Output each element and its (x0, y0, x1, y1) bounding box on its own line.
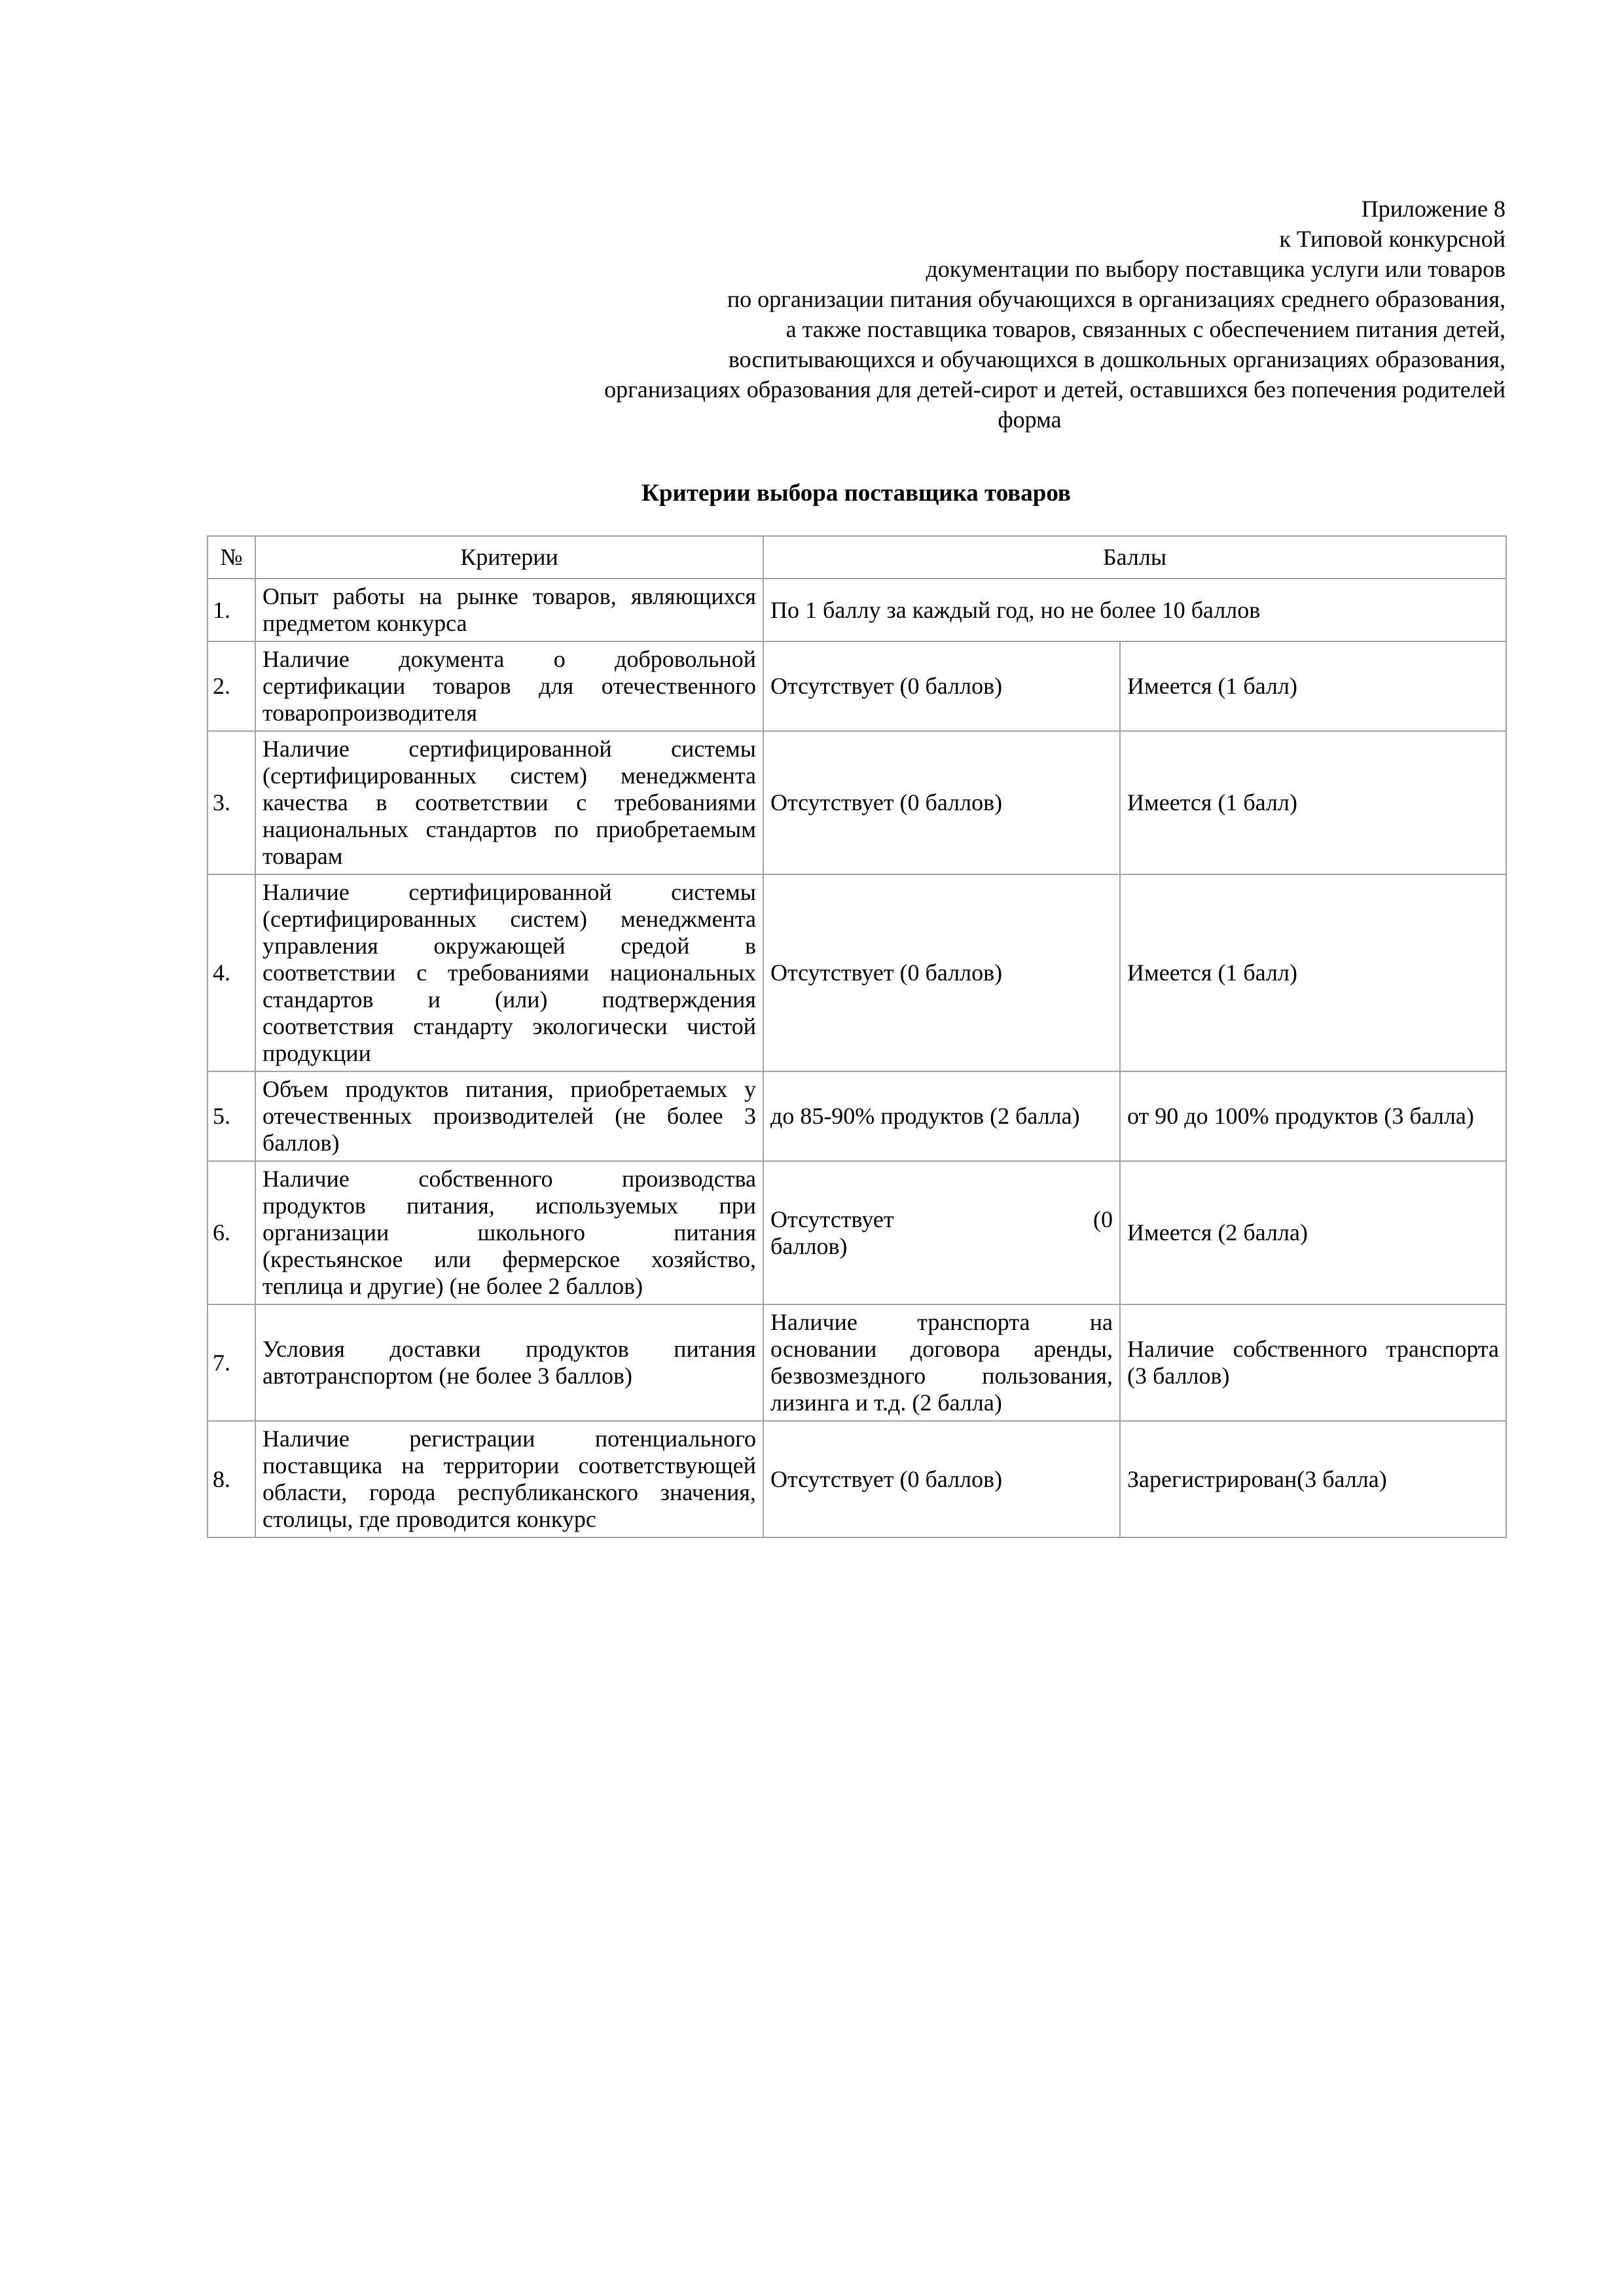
criteria-cell: Условия доставки продуктов питания автотранспортом (не более 3 баллов) (255, 1304, 763, 1421)
criteria-cell: Наличие регистрации потенциального поставщика на территории соответствующей области, города республиканского значения, столицы, где проводится конкурс (255, 1421, 763, 1537)
points-left-cell: Отсутствует (0 баллов) (763, 641, 1120, 731)
criteria-cell: Наличие документа о добровольной сертификации товаров для отечественного товаропроизводителя (255, 641, 763, 731)
points-right-cell: Имеется (2 балла) (1120, 1161, 1506, 1304)
criteria-cell: Наличие сертифицированной системы (сертифицированных систем) менеджмента управления окружающей средой в соответствии с требованиями национальных стандартов и (или) подтверждения соответствия стандарту экологически чистой продукции (255, 874, 763, 1071)
table-row-2 (208, 641, 1506, 731)
header-criteria: Критерии (255, 536, 763, 579)
points-right-cell: Имеется (1 балл) (1120, 641, 1506, 731)
row-number-cell: 8. (208, 1421, 255, 1537)
appendix-line-5: а также поставщика товаров, связанных с обеспечением питания детей, (785, 316, 1506, 342)
points-left-cell: Отсутствует (0 баллов) (763, 1421, 1120, 1537)
header-points: Баллы (763, 536, 1506, 579)
criteria-table (207, 535, 1507, 1538)
table-row-8 (208, 1421, 1506, 1537)
header-num: № (208, 536, 255, 579)
table-row-6 (208, 1161, 1506, 1304)
row-number-cell: 6. (208, 1161, 255, 1304)
points-left-cell: Отсутствует (0 баллов) (763, 1161, 1120, 1304)
points-left-cell: Отсутствует (0 баллов) (763, 874, 1120, 1071)
points-right-cell: Имеется (1 балл) (1120, 874, 1506, 1071)
table-header-row (208, 536, 1506, 579)
row-number-cell: 2. (208, 641, 255, 731)
points-right-cell: Зарегистрирован(3 балла) (1120, 1421, 1506, 1537)
criteria-cell: Опыт работы на рынке товаров, являющихся предметом конкурса (255, 579, 763, 641)
points-left-cell: до 85-90% продуктов (2 балла) (763, 1071, 1120, 1161)
appendix-header (207, 194, 1506, 404)
table-row-4 (208, 874, 1506, 1071)
points-left-cell: Отсутствует (0 баллов) (763, 731, 1120, 874)
table-row-7 (208, 1304, 1506, 1421)
row-number-cell: 3. (208, 731, 255, 874)
table-row-5 (208, 1071, 1506, 1161)
row-number-cell: 1. (208, 579, 255, 641)
points-right-cell: от 90 до 100% продуктов (3 балла) (1120, 1071, 1506, 1161)
row-number-cell: 4. (208, 874, 255, 1071)
points-right-cell: Наличие собственного транспорта (3 баллов) (1120, 1304, 1506, 1421)
appendix-line-4: по организации питания обучающихся в организациях среднего образования, (727, 286, 1506, 312)
points-left-cell: Наличие транспорта на основании договора аренды, безвозмездного пользования, лизинга и т.д. (2 балла) (763, 1304, 1120, 1421)
form-label: форма (998, 406, 1062, 433)
row-number-cell: 5. (208, 1071, 255, 1161)
appendix-line-2: к Типовой конкурсной (1279, 226, 1506, 252)
criteria-cell: Наличие собственного производства продуктов питания, используемых при организации школьного питания (крестьянское или фермерское хозяйство, теплица и другие) (не более 2 баллов) (255, 1161, 763, 1304)
table-row-1 (208, 579, 1506, 641)
points-merged-cell: По 1 баллу за каждый год, но не более 10 баллов (763, 579, 1506, 641)
criteria-cell: Объем продуктов питания, приобретаемых у отечественных производителей (не более 3 баллов) (255, 1071, 763, 1161)
row-number-cell: 7. (208, 1304, 255, 1421)
appendix-line-7: организациях образования для детей-сирот и детей, оставшихся без попечения родителей (604, 376, 1506, 403)
table-row-3 (208, 731, 1506, 874)
criteria-cell: Наличие сертифицированной системы (сертифицированных систем) менеджмента качества в соответствии с требованиями национальных стандартов по приобретаемым товарам (255, 731, 763, 874)
points-right-cell: Имеется (1 балл) (1120, 731, 1506, 874)
appendix-line-3: документации по выбору поставщика услуги или товаров (926, 256, 1506, 282)
appendix-line-1: Приложение 8 (1361, 196, 1506, 222)
appendix-line-6: воспитывающихся и обучающихся в дошкольных организациях образования, (728, 346, 1506, 372)
page-title: Критерии выбора поставщика товаров (641, 480, 1071, 507)
